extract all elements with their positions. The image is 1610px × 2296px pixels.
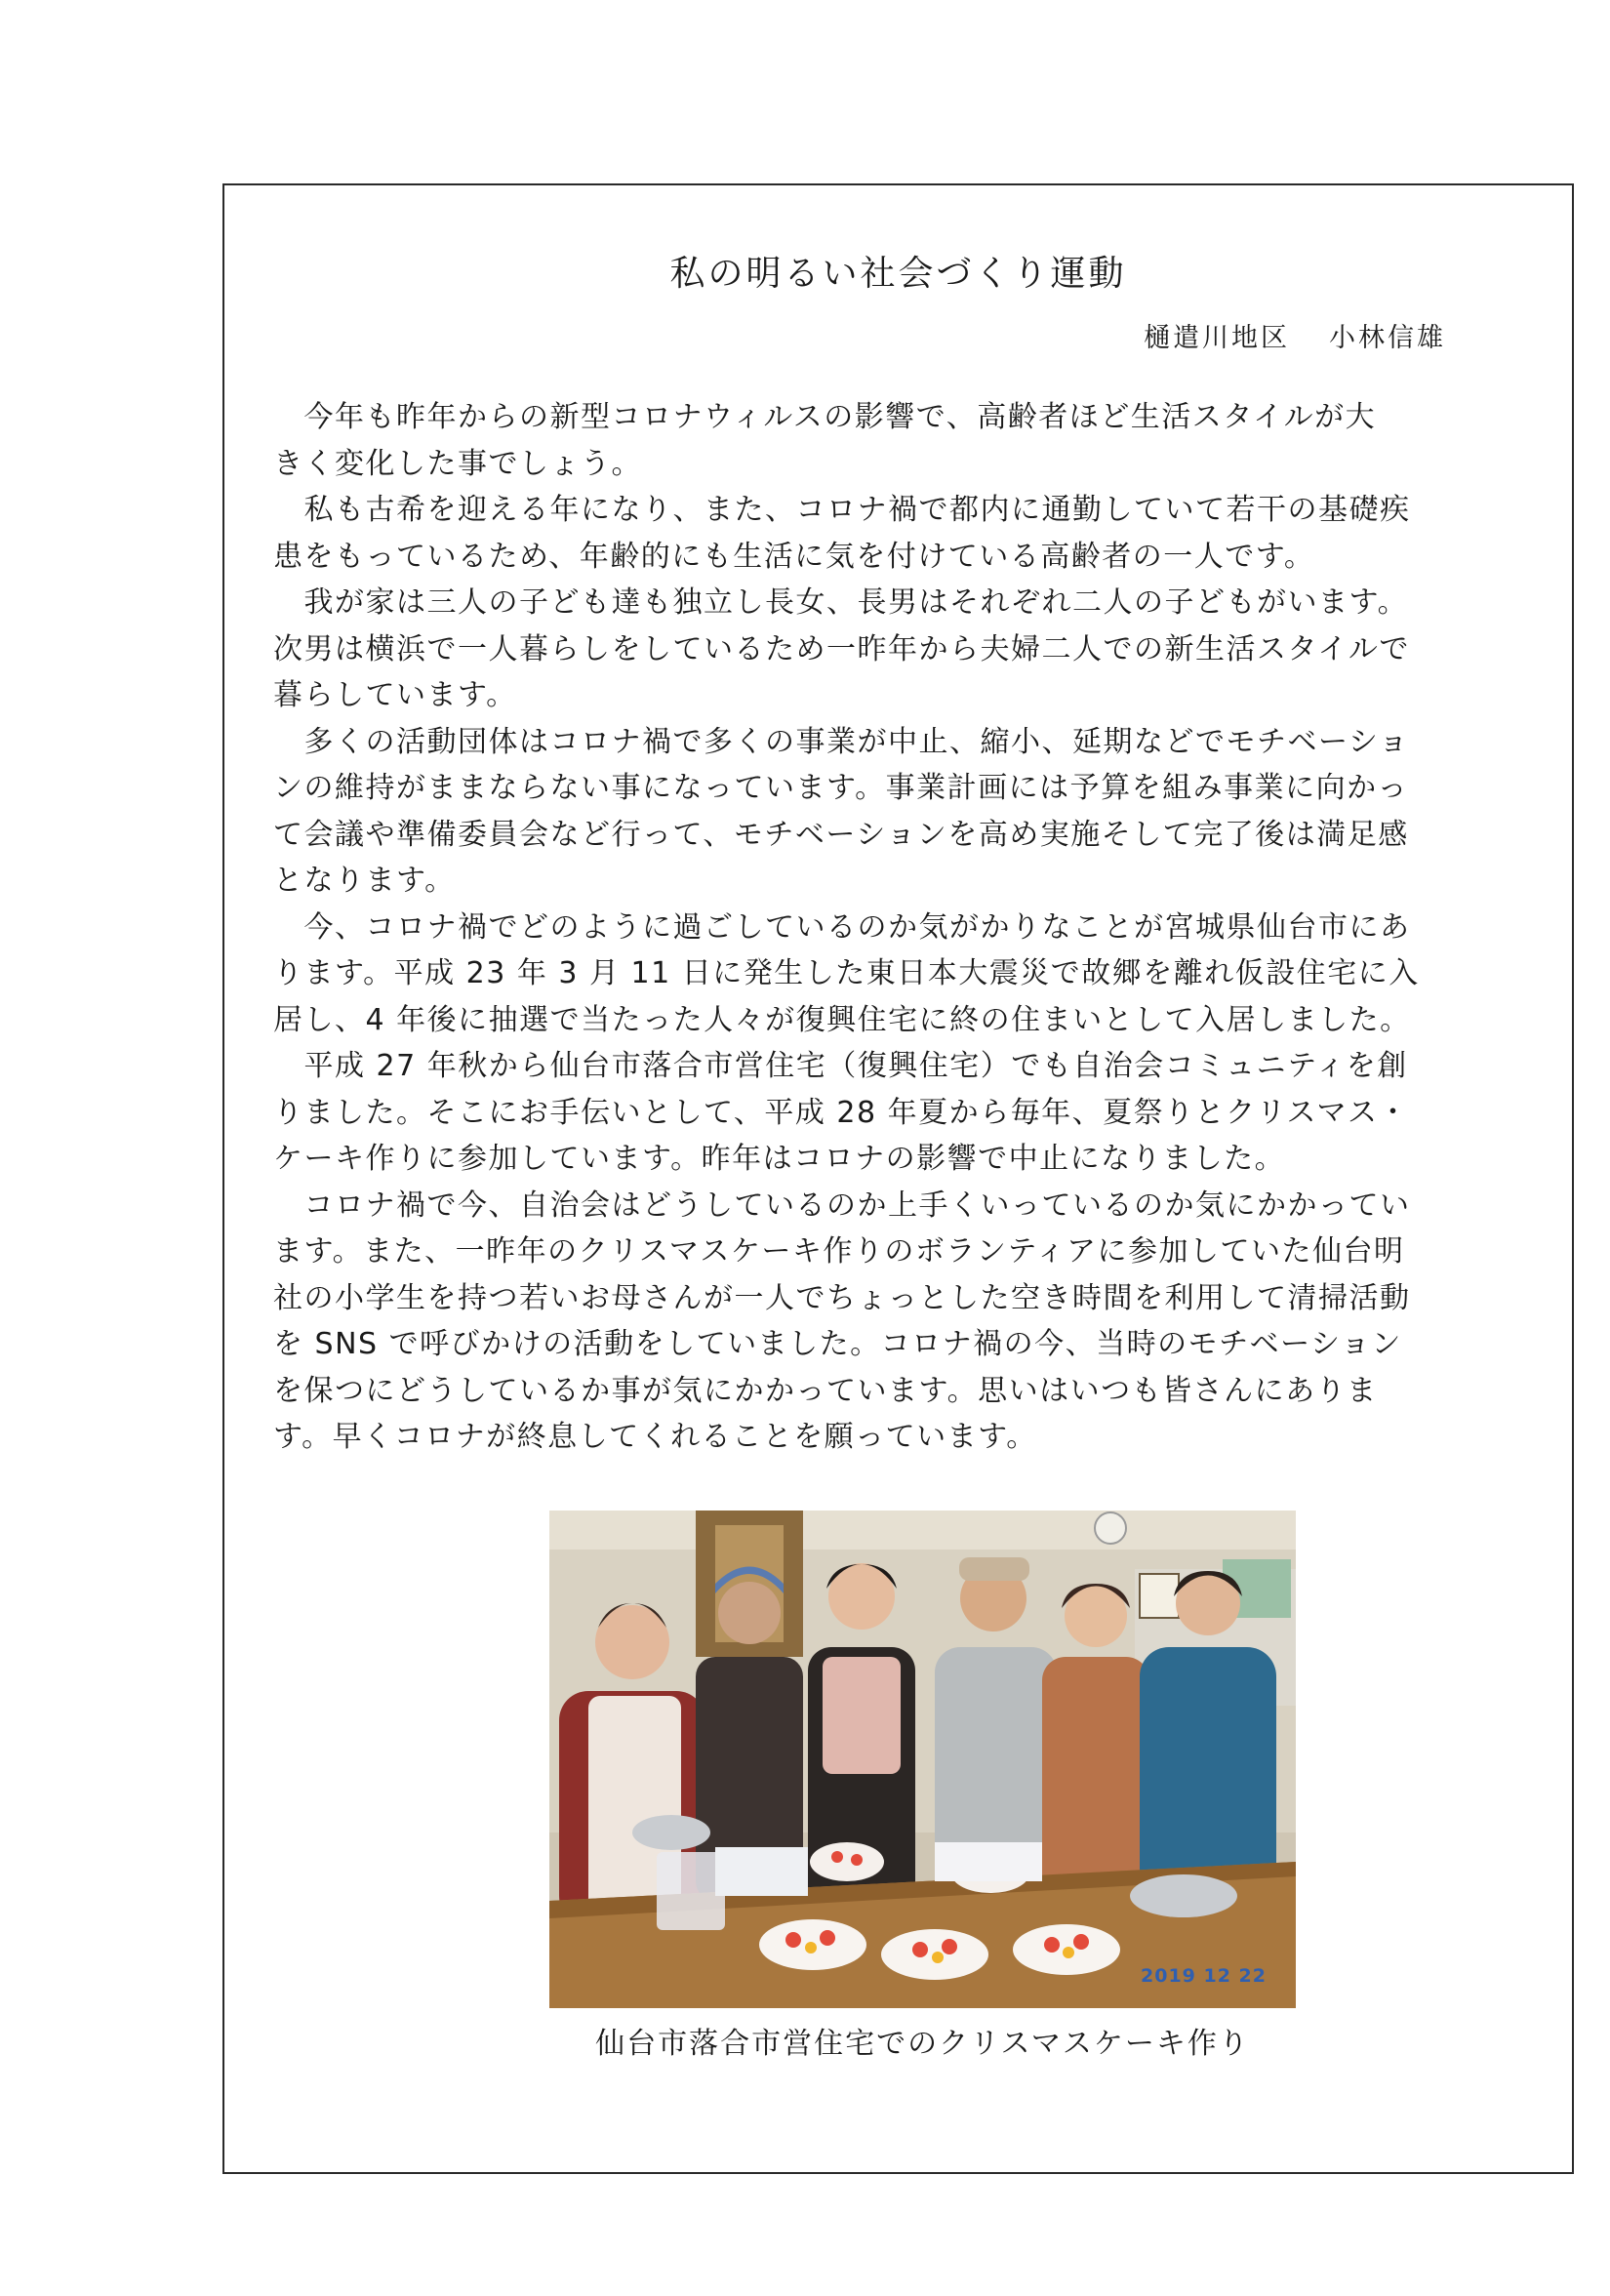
text-line: 社の小学生を持つ若いお母さんが一人でちょっとした空き時間を利用して清掃活動 (273, 1280, 1411, 1315)
text-line: 我が家は三人の子ども達も独立し長女、長男はそれぞれ二人の子どもがいます。 (273, 585, 1409, 620)
author-line (1144, 316, 1446, 354)
text-line: 今、コロナ禍でどのように過ごしているのか気がかりなことが宮城県仙台市にあ (273, 909, 1411, 945)
paragraph (273, 487, 1561, 580)
text-line: ます。また、一昨年のクリスマスケーキ作りのボランティアに参加していた仙台明 (273, 1234, 1405, 1269)
page-title: 私の明るい社会づくり運動 (669, 254, 1127, 294)
text-line: 患をもっているため、年齢的にも生活に気を付けている高齢者の一人です。 (273, 539, 1315, 574)
text-line: となります。 (273, 864, 456, 898)
paragraph (273, 580, 1561, 719)
author-name: 小林信雄 (1329, 323, 1446, 353)
photo-date-stamp: 2019 12 22 (1141, 1965, 1267, 1987)
text-line: て会議や準備委員会など行って、モチベーションを高め実施そして完了後は満足感 (273, 817, 1409, 852)
text-line: 暮らしています。 (273, 678, 517, 712)
text-line: ンの維持がままならない事になっています。事業計画には予算を組み事業に向かっ (273, 771, 1409, 805)
event-photo (549, 1511, 1296, 2008)
text-line: を SNS で呼びかけの活動をしていました。コロナ禍の今、当時のモチベーション (273, 1327, 1402, 1361)
text-line: 居し、4 年後に抽選で当たった人々が復興住宅に終の住まいとして入居しました。 (273, 1002, 1411, 1037)
text-line: コロナ禍で今、自治会はどうしているのか上手くいっているのか気にかかってい (273, 1188, 1411, 1223)
paragraph (273, 1183, 1561, 1461)
photo-illustration (549, 1511, 1296, 2008)
text-line: ケーキ作りに参加しています。昨年はコロナの影響で中止になりました。 (273, 1142, 1286, 1176)
text-line: きく変化した事でしょう。 (273, 446, 642, 481)
article-body (273, 394, 1561, 1461)
text-line: 私も古希を迎える年になり、また、コロナ禍で都内に通勤していて若干の基礎疾 (273, 493, 1411, 527)
paragraph (273, 1043, 1561, 1183)
paragraph (273, 719, 1561, 905)
paragraph (273, 394, 1561, 487)
photo-caption: 仙台市落合市営住宅でのクリスマスケーキ作り (595, 2027, 1250, 2061)
text-line: 多くの活動団体はコロナ禍で多くの事業が中止、縮小、延期などでモチベーショ (273, 724, 1410, 759)
author-district: 樋遣川地区 (1144, 323, 1290, 353)
text-line: 平成 27 年秋から仙台市落合市営住宅（復興住宅）でも自治会コミュニティを創 (273, 1049, 1408, 1083)
text-line: 今年も昨年からの新型コロナウィルスの影響で、高齢者ほど生活スタイルが大 (273, 400, 1377, 434)
text-line: す。早くコロナが終息してくれることを願っています。 (273, 1420, 1037, 1454)
text-line: りました。そこにお手伝いとして、平成 28 年夏から毎年、夏祭りとクリスマス・ (273, 1095, 1409, 1130)
paragraph (273, 905, 1561, 1044)
text-line: ります。平成 23 年 3 月 11 日に発生した東日本大震災で故郷を離れ仮設住宅に入 (273, 956, 1420, 990)
text-line: 次男は横浜で一人暮らしをしているため一昨年から夫婦二人での新生活スタイルで (273, 631, 1410, 666)
text-line: を保つにどうしているか事が気にかかっています。思いはいつも皆さんにありま (273, 1373, 1378, 1408)
